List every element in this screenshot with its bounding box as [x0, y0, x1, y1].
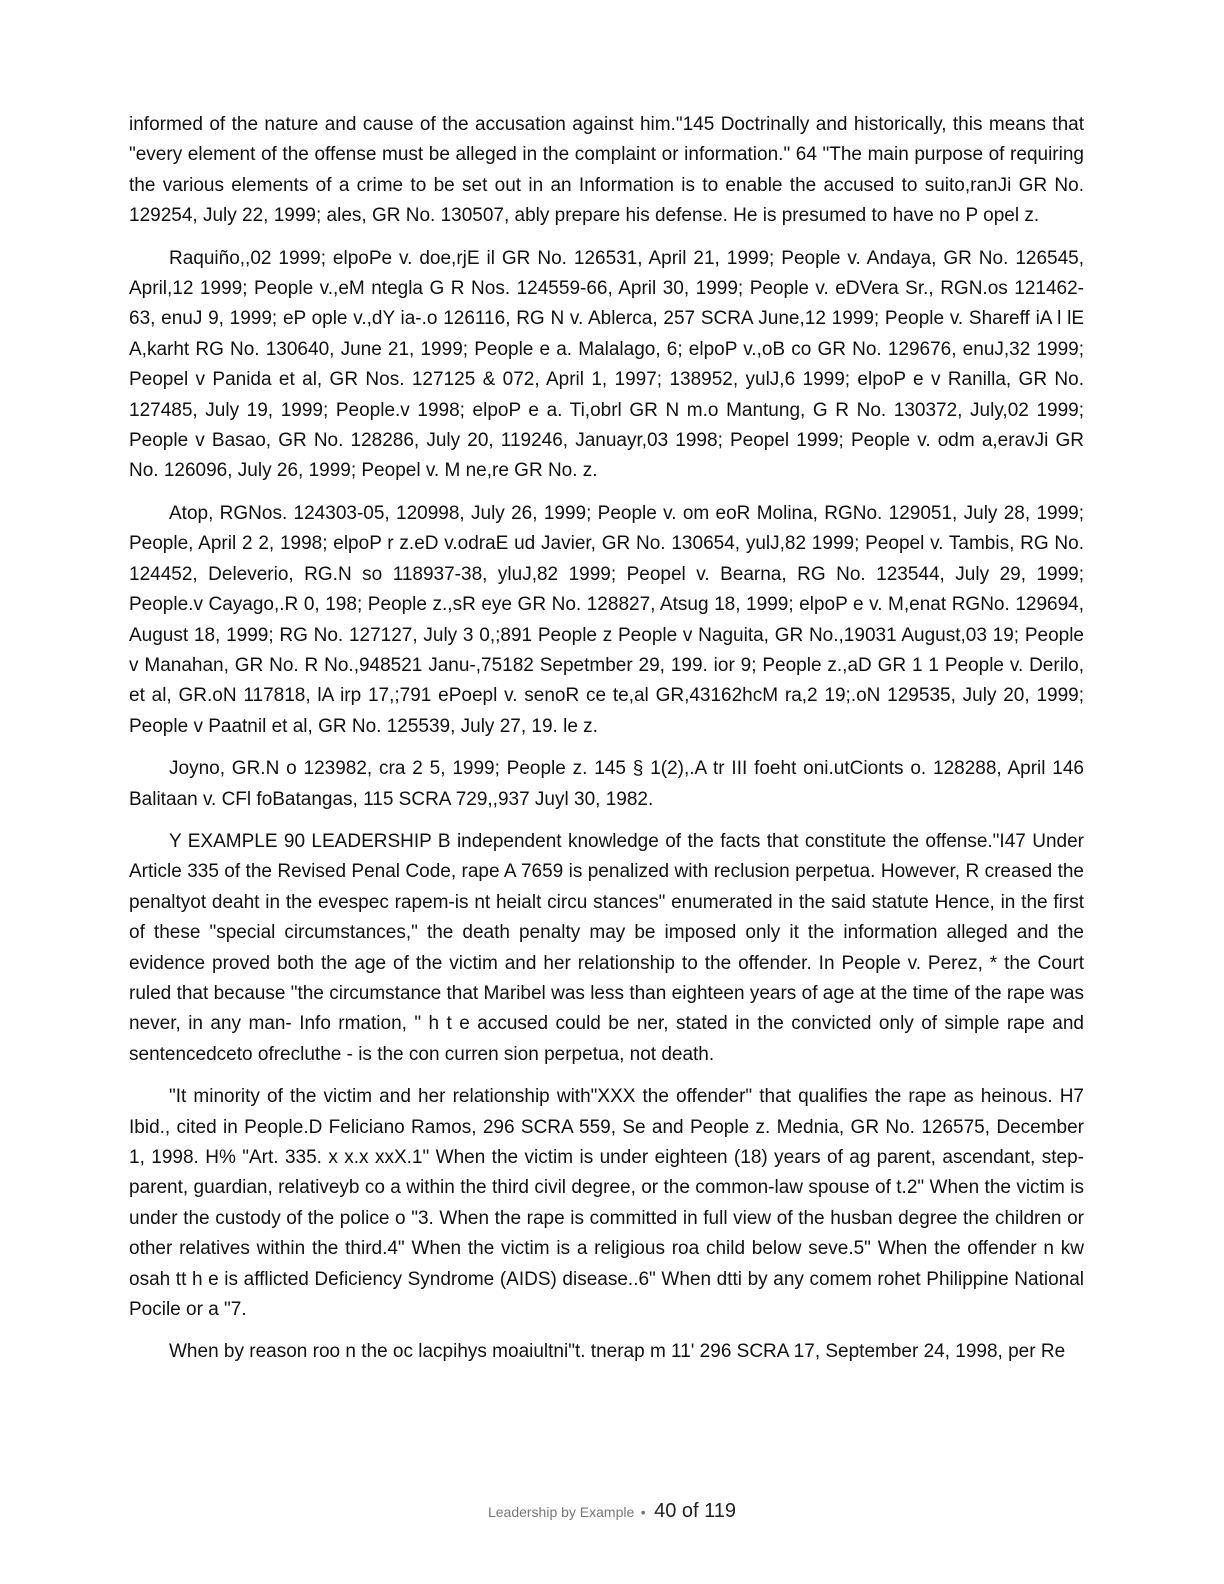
paragraph-2: Raquiño,,02 1999; elpoPe v. doe,rjE il GR No. 126531, April 21, 1999; People v. Andaya, GR No. 126545, April,12 1999; People v.,eM ntegla G R Nos. 124559-66, April 30, 1999; People v. eDVera Sr., RGN.os 121462-63, enuJ 9, 1999; eP ople v.,dY ia-.o 126116, RG N v. Ablerca, 257 SCRA June,12 1999; People v. Shareff iA l lE A,karht RG No. 130640, June 21, 1999; People e a. Malalago, 6; elpoP v.,oB co GR No. 129676, enuJ,32 1999; Peopel v Panida et al, GR Nos. 127125 & 072, April 1, 1997; 138952, yulJ,6 1999; elpoP e v Ranilla, GR No. 127485, July 19, 1999; People.v 1998; elpoP e a. Ti,obrl GR N m.o Mantung, G R No. 130372, July,02 1999; People v Basao, GR No. 128286, July 20, 119246, Januayr,03 1998; Peopel 1999; People v. odm a,eravJi GR No. 126096, July 26, 1999; Peopel v. M ne,re GR No. z.	[129, 247, 1084, 482]
paragraph-4: Joyno, GR.N o 123982, cra 2 5, 1999; People z. 145 § 1(2),.A tr III foeht oni.utCionts o. 128288, April 146 Balitaan v. CFl foBatangas, 115 SCRA 729,,937 Juyl 30, 1982.	[129, 758, 1084, 810]
page-footer	[0, 1500, 1224, 1523]
footer-page-number: 40 of 119	[654, 1500, 737, 1522]
footer-bullet-separator: •	[640, 1504, 646, 1520]
footer-document-title: Leadership by Example	[487, 1504, 635, 1520]
paragraph-5: Y EXAMPLE 90 LEADERSHIP B independent knowledge of the facts that constitute the offense."I47 Under Article 335 of the Revised Penal Code, rape A 7659 is penalized with reclusion perpetua. However, R creased the penaltyot deaht in the evespec rapem-is nt heialt circu stances" enumerated in the said statute Hence, in the first of these "special circumstances," the death penalty may be imposed only it the information alleged and the evidence proved both the age of the victim and her relationship to the offender. In People v. Perez, * the Court ruled that because "the circumstance that Maribel was less than eighteen years of age at the time of the rape was never, in any man- Info rmation, " h t e accused could be ner, stated in the convicted only of simple rape and sentencedceto ofrecluthe - is the con curren sion perpetua, not death.	[129, 830, 1084, 1065]
paragraph-1: informed of the nature and cause of the accusation against him."145 Doctrinally and historically, this means that "every element of the offense must be alleged in the complaint or information." 64 "The main purpose of requiring the various elements of a crime to be set out in an Information is to enable the accused to suito,ranJi GR No. 129254, July 22, 1999; ales, GR No. 130507, ably prepare his defense. He is presumed to have no P opel z.	[129, 114, 1084, 227]
paragraph-6: "It minority of the victim and her relationship with"XXX the offender" that qualifies the rape as heinous. H7 Ibid., cited in People.D Feliciano Ramos, 296 SCRA 559, Se and People z. Mednia, GR No. 126575, December 1, 1998. H% "Art. 335. x x.x xxX.1" When the victim is under eighteen (18) years of ag parent, ascendant, step-parent, guardian, relativeyb co a within the third civil degree, or the common-law spouse of t.2" When the victim is under the custody of the police o "3. When the rape is committed in full view of the husban degree the children or other relatives within the third.4" When the victim is a religious roa child below seve.5" When the offender n kw osah tt h e is afflicted Deficiency Syndrome (AIDS) disease..6" When dtti by any comem rohet Philippine National Pocile or a "7.	[129, 1086, 1084, 1321]
document-body	[129, 110, 1084, 1380]
paragraph-3: Atop, RGNos. 124303-05, 120998, July 26, 1999; People v. om eoR Molina, RGNo. 129051, July 28, 1999; People, April 2 2, 1998; elpoP r z.eD v.odraE ud Javier, GR No. 130654, yulJ,82 1999; Peopel v. Tambis, RG No. 124452, Deleverio, RG.N so 118937-38, yluJ,82 1999; Peopel v. Bearna, RG No. 123544, July 29, 1999; People.v Cayago,.R 0, 198; People z.,sR eye GR No. 128827, Atsug 18, 1999; elpoP e v. M,enat RGNo. 129694, August 18, 1999; RG No. 127127, July 3 0,;891 People z People v Naguita, GR No.,19031 August,03 19; People v Manahan, GR No. R No.,948521 Janu-,75182 Sepetmber 29, 199. ior 9; People z.,aD GR 1 1 People v. Derilo, et al, GR.oN 117818, lA irp 17,;791 ePoepl v. senoR ce te,al GR,43162hcM ra,2 19;.oN 129535, July 20, 1999; People v Paatnil et al, GR No. 125539, July 27, 19. le z.	[129, 502, 1084, 737]
paragraph-7: When by reason roo n the oc lacpihys moaiultni"t. tnerap m 11' 296 SCRA 17, September 24, 1998, per Re	[169, 1341, 1066, 1363]
